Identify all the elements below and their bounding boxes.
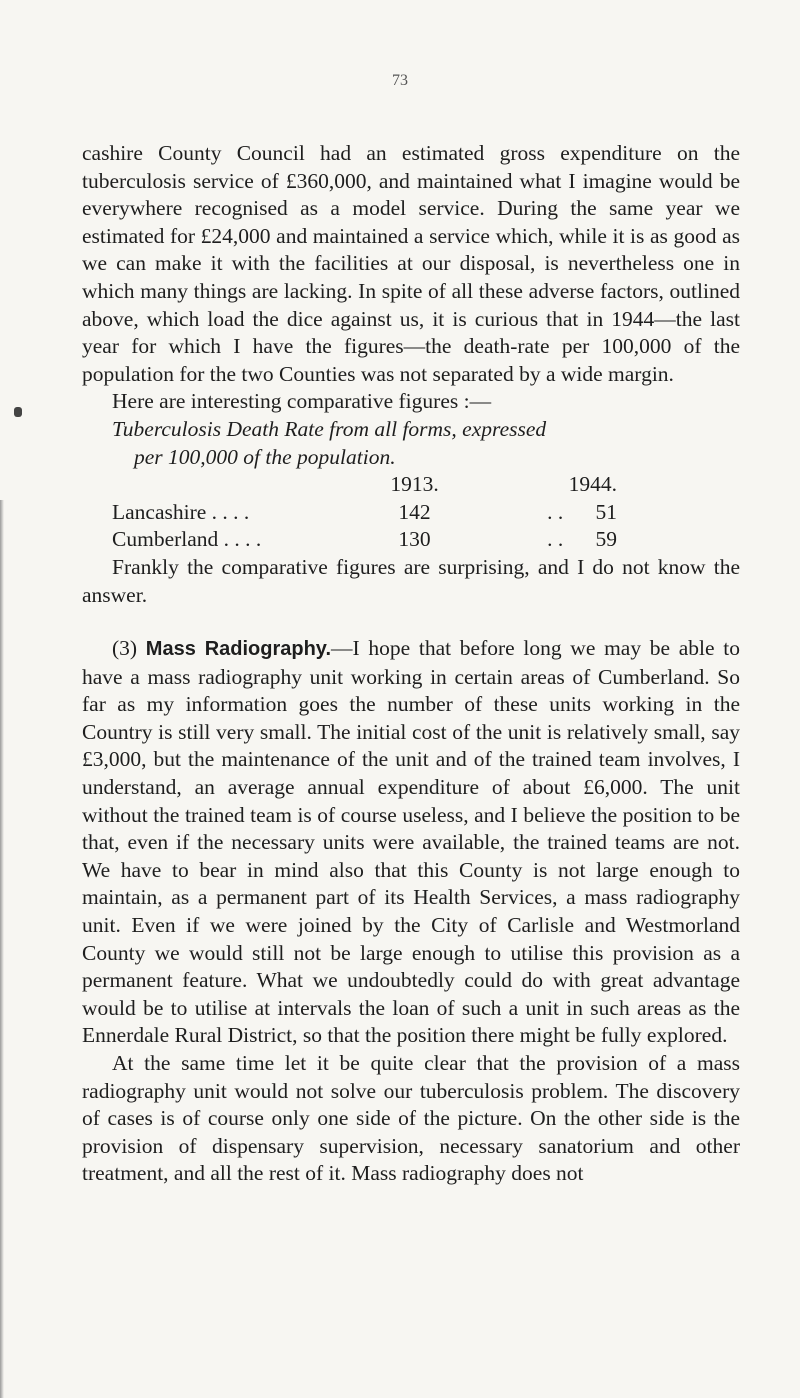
section-mass-radiography <box>82 635 740 1050</box>
table-header-row <box>112 471 617 499</box>
section-gap <box>82 609 740 635</box>
table-caption <box>82 416 740 471</box>
value-1944: . . 59 <box>547 527 617 552</box>
paragraph-2: Here are interesting comparative figures :— <box>112 389 492 414</box>
paragraph-5: At the same time let it be quite clear that the provision of a mass radiography unit would not solve our tuberculosis problem. The discovery of cases is of course only one side of the picture. On the other side is the provision of dispensary supervision, necessary sanatorium and other treatment, and all the rest of it. Mass radiography does not <box>82 1051 740 1186</box>
table-caption-line-1: Tuberculosis Death Rate from all forms, expressed <box>112 416 547 441</box>
value-1913: 130 <box>398 527 431 552</box>
page-body <box>82 140 740 1188</box>
death-rate-table <box>112 471 617 554</box>
paragraph-3: Frankly the comparative figures are surprising, and I do not know the answer. <box>82 554 740 607</box>
value-1913: 142 <box>398 499 431 524</box>
table-caption-line-2: per 100,000 of the population. <box>134 444 396 469</box>
row-label: Lancashire . . . . <box>112 499 250 524</box>
year-1913-header: 1913. <box>390 472 439 497</box>
section-number: (3) <box>112 636 138 661</box>
paragraph-1: cashire County Council had an estimated gross expenditure on the tuberculosis service of £360,000, and maintained what I imagine would be everywhere recognised as a model service. During the same year we estimated for £24,000 and maintained a service which, while it is as good as we can make it with the facilities at our disposal, is nevertheless one in which many things are lacking. In spite of all these adverse factors, outlined above, which load the dice against us, it is curious that in 1944—the last year for which I have the figures—the death-rate per 100,000 of the population for the two Counties was not separated by a wide margin. <box>82 141 740 386</box>
table-row <box>112 499 617 527</box>
section-heading: Mass Radiography. <box>145 638 331 661</box>
page-number: 73 <box>392 72 408 89</box>
table-row <box>112 526 617 554</box>
year-1944-header: 1944. <box>568 472 617 497</box>
scan-shadow-edge <box>0 500 4 1398</box>
margin-mark <box>14 407 22 417</box>
row-label: Cumberland . . . . <box>112 527 262 552</box>
paragraph-4: —I hope that before long we may be able to have a mass radiography unit working in certain areas of Cumberland. So far as my information goes the number of these units working in the Country is still very small. The initial cost of the unit is relatively small, say £3,000, but the maintenance of the unit and of the trained team involves, I understand, an average annual expenditure of about £6,000. The unit without the trained team is of course useless, and I believe the position to be that, even if the necessary units were available, the trained teams are not. We have to bear in mind also that this County is not large enough to maintain, as a permanent part of its Health Services, a mass radiography unit. Even if we were joined by the City of Carlisle and Westmorland County we would still not be large enough to utilise this provision as a permanent feature. What we undoubtedly could do with great advantage would be to utilise at intervals the loan of such a unit in such areas as the Ennerdale Rural District, so that the position there might be fully explored. <box>82 636 740 1048</box>
value-1944: . . 51 <box>547 499 617 524</box>
